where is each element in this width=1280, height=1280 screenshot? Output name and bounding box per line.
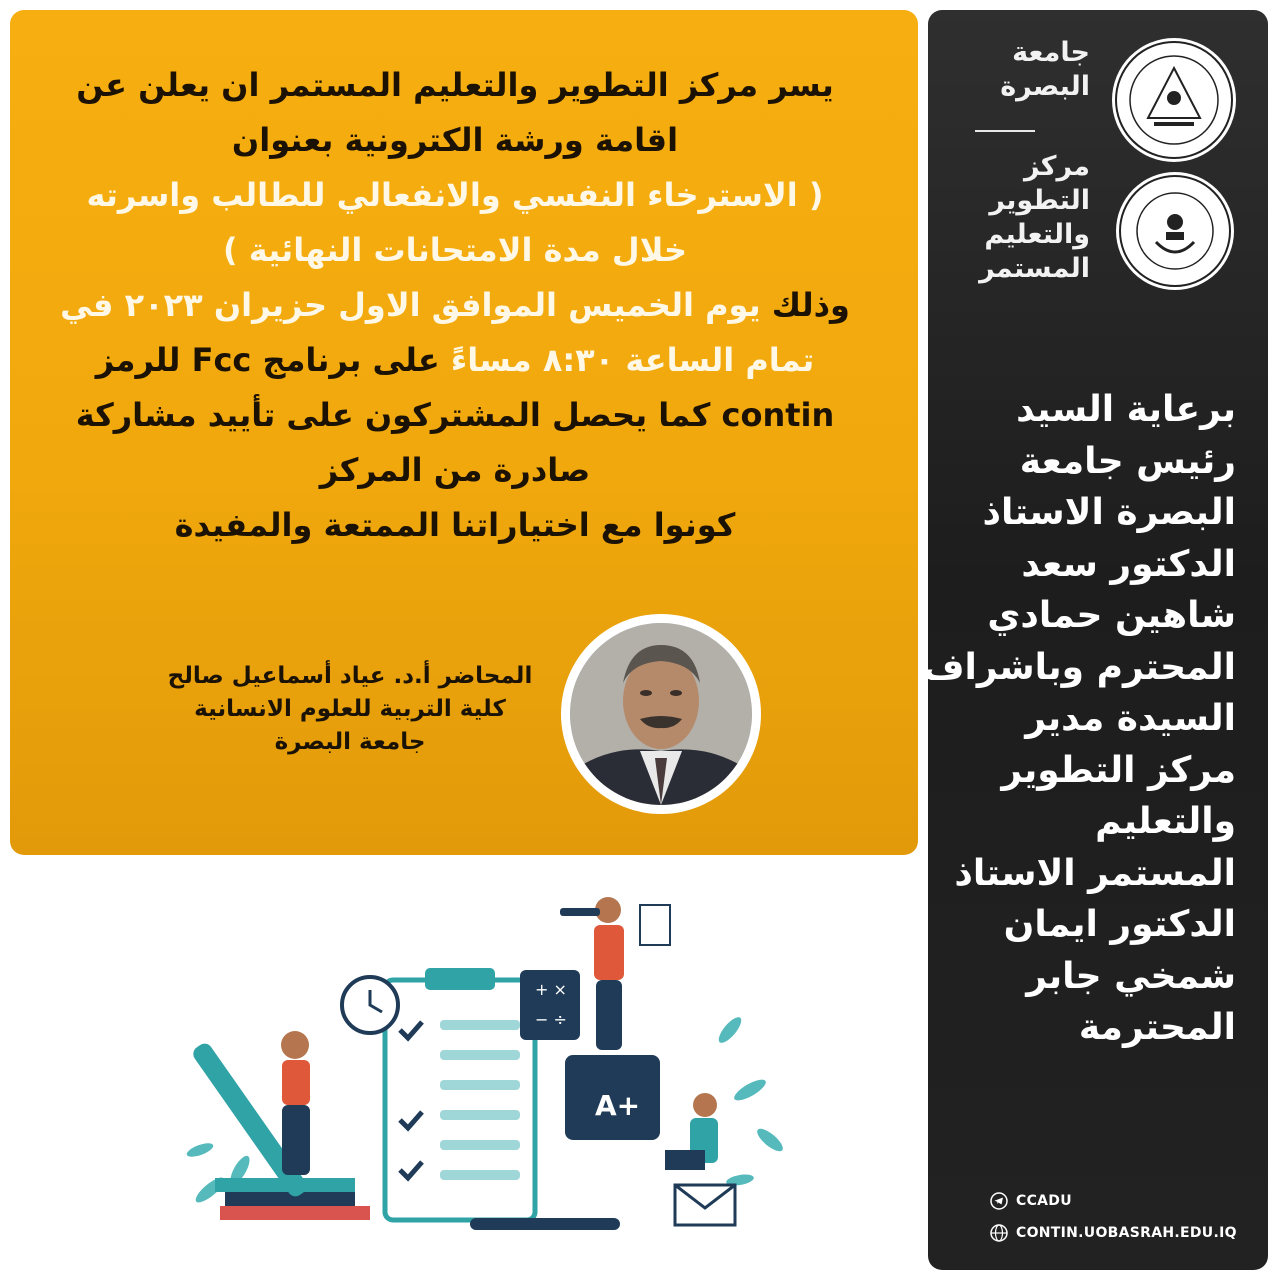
announcement-line-9: كونوا مع اختياراتنا الممتعة والمفيدة: [174, 506, 736, 544]
patron-line-3: البصرة الاستاذ: [982, 492, 1236, 533]
announcement-line-2: اقامة ورشة الكترونية بعنوان: [231, 121, 679, 159]
university-name: [1000, 36, 1090, 104]
patron-line-13: المحترمة: [1078, 1007, 1236, 1048]
announcement-line-1: يسر مركز التطوير والتعليم المستمر ان يعلن عن: [76, 66, 834, 104]
telegram-handle: CCADU: [1016, 1193, 1072, 1209]
website-url: CONTIN.UOBASRAH.EDU.IQ: [1016, 1225, 1237, 1241]
svg-text:− ÷: − ÷: [535, 1010, 567, 1029]
center-name-line-2: التطوير: [989, 185, 1090, 216]
patron-line-8: مركز التطوير: [1001, 749, 1236, 791]
date-text: يوم الخميس الموافق الاول حزيران ٢٠٢٣ في: [60, 286, 761, 324]
patron-line-9: والتعليم: [1095, 801, 1236, 842]
website-link[interactable]: [990, 1224, 1237, 1242]
lecturer-college: كلية التربية للعلوم الانسانية: [194, 696, 506, 722]
workshop-title-line-1: ( الاسترخاء النفسي والانفعالي للطالب واسرته: [86, 176, 824, 214]
patron-line-5: شاهين حمادي: [987, 595, 1236, 636]
lecturer-info: [150, 660, 550, 759]
telegram-contact[interactable]: [990, 1192, 1072, 1210]
patron-line-2: رئيس جامعة: [1019, 440, 1236, 482]
patron-line-6: المحترم وباشراف: [922, 646, 1236, 688]
center-logo: [1116, 172, 1234, 290]
patron-line-7: السيدة مدير: [1025, 698, 1236, 739]
patron-line-1: برعاية السيد: [1016, 389, 1236, 430]
platform-text: على برنامج Fcc للرمز: [95, 341, 440, 379]
globe-icon: [990, 1224, 1008, 1242]
announcement-text: [40, 58, 870, 553]
center-name-line-4: المستمر: [979, 253, 1090, 284]
workshop-title-line-2: خلال مدة الامتحانات النهائية ): [222, 231, 688, 269]
lecturer-name: المحاضر أ.د. عياد أسماعيل صالح: [167, 663, 533, 689]
announcement-line-7: contin كما يحصل المشتركون على تأييد مشاركة: [75, 396, 835, 434]
and-prefix: وذلك: [771, 286, 850, 324]
announcement-date-line: [40, 278, 870, 333]
svg-text:+ ×: + ×: [535, 980, 567, 999]
patron-line-4: الدكتور سعد: [1021, 543, 1236, 585]
university-logo: [1112, 38, 1236, 162]
center-name-line-1: مركز: [1023, 151, 1090, 182]
center-name: [979, 150, 1090, 286]
patron-line-11: الدكتور ايمان: [1003, 904, 1236, 945]
separator: [975, 130, 1035, 132]
university-name-line-1: جامعة: [1012, 37, 1090, 68]
svg-text:A+: A+: [595, 1089, 641, 1122]
university-name-line-2: البصرة: [1000, 71, 1090, 102]
exam-illustration: [170, 880, 810, 1250]
patronage-text: [922, 384, 1236, 1054]
patron-line-10: المستمر الاستاذ: [954, 852, 1236, 894]
lecturer-university: جامعة البصرة: [274, 729, 426, 755]
center-name-line-3: والتعليم: [984, 219, 1090, 250]
announcement-line-8: صادرة من المركز: [319, 451, 591, 489]
telegram-icon: [990, 1192, 1008, 1210]
patron-line-12: شمخي جابر: [1026, 955, 1236, 997]
lecturer-photo: [570, 623, 752, 805]
time-text: تمام الساعة ٨:٣٠ مساءً: [450, 341, 815, 379]
announcement-time-line: [40, 333, 870, 388]
